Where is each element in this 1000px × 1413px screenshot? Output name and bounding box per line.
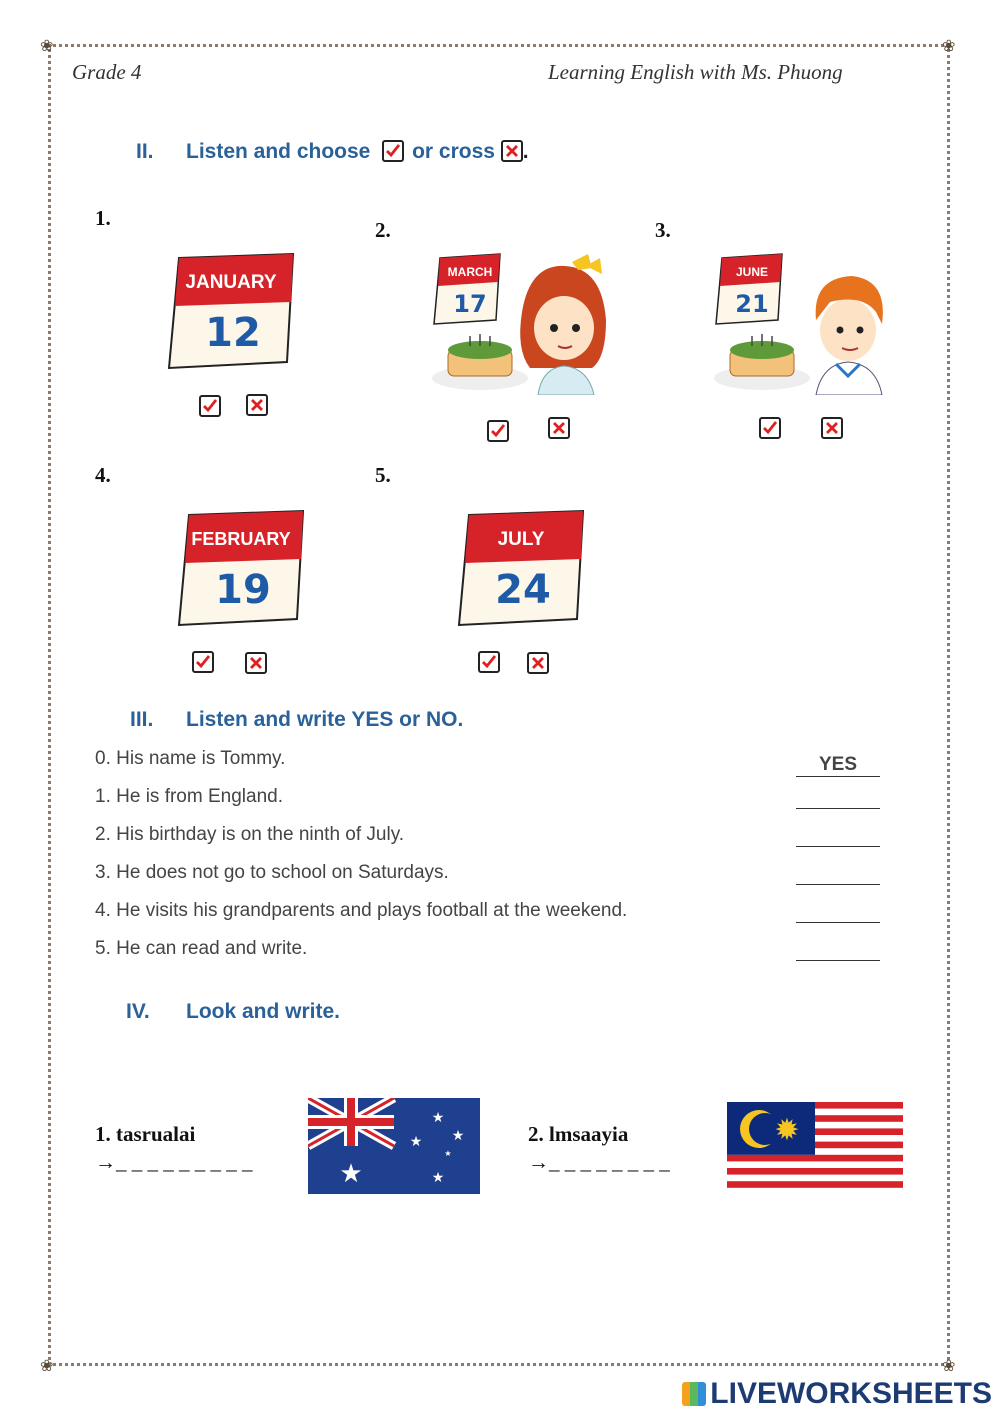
- item-number: 1.: [95, 206, 111, 230]
- calendar-march-17-girl: [430, 250, 610, 395]
- check-example-icon: [382, 140, 404, 162]
- section-title: Look and write.: [186, 1000, 341, 1023]
- liveworksheets-logo: LIVEWORKSHEETS: [682, 1377, 992, 1411]
- australia-flag-icon: [308, 1098, 480, 1194]
- answer-example: YES: [796, 754, 880, 777]
- item-number: 5.: [375, 463, 391, 487]
- calendar-july-24: [455, 507, 585, 629]
- check-box-4[interactable]: [192, 651, 214, 673]
- answer-blank-1[interactable]: →_ _ _ _ _ _ _ _ _: [95, 1150, 253, 1174]
- check-box-5[interactable]: [478, 651, 500, 673]
- svg-text:FEBRUARY: FEBRUARY: [191, 529, 291, 549]
- statement-4: 4. He visits his grandparents and plays football at the weekend.: [95, 900, 628, 921]
- grade-label: Grade 4: [72, 60, 142, 84]
- svg-text:✹: ✹: [774, 1113, 800, 1148]
- liveworksheets-logo-icon: [682, 1382, 706, 1406]
- header-title: Learning English with Ms. Phuong: [548, 60, 843, 84]
- calendar-day: 12: [205, 310, 261, 356]
- cross-box-1[interactable]: [246, 394, 268, 416]
- item-number: 2.: [375, 218, 391, 242]
- answer-field-5[interactable]: [796, 938, 880, 961]
- scrambled-word-1: 1. tasrualai: [95, 1122, 196, 1146]
- cross-example-icon: [501, 140, 523, 162]
- answer-blank-2[interactable]: →_ _ _ _ _ _ _ _: [528, 1150, 670, 1174]
- statement-5: 5. He can read and write.: [95, 938, 308, 959]
- corner-ornament-icon: ❀: [40, 36, 54, 55]
- section-number: IV.: [126, 1000, 150, 1023]
- answer-field-2[interactable]: [796, 824, 880, 847]
- svg-text:JUNE: JUNE: [735, 265, 769, 279]
- calendar-june-21-boy: [712, 250, 892, 395]
- section-4-heading: [126, 1000, 340, 1024]
- svg-text:★: ★: [451, 1128, 465, 1144]
- section-3-heading: [130, 708, 463, 732]
- calendar-month: JANUARY: [185, 272, 277, 293]
- cross-box-2[interactable]: [548, 417, 570, 439]
- svg-text:★: ★: [409, 1134, 423, 1150]
- answer-field-4[interactable]: [796, 900, 880, 923]
- item-number: 3.: [655, 218, 671, 242]
- svg-text:★: ★: [431, 1110, 445, 1126]
- svg-text:★: ★: [431, 1170, 445, 1186]
- corner-ornament-icon: ❀: [942, 1356, 956, 1375]
- svg-text:21: 21: [735, 290, 769, 318]
- malaysia-flag-icon: [727, 1102, 903, 1194]
- item-number: 4.: [95, 463, 111, 487]
- section-2-heading: II. Listen and choose or cross .: [136, 140, 529, 163]
- cross-box-5[interactable]: [527, 652, 549, 674]
- cross-box-3[interactable]: [821, 417, 843, 439]
- section-title-cont: or cross: [412, 140, 495, 163]
- cross-box-4[interactable]: [245, 652, 267, 674]
- corner-ornament-icon: ❀: [40, 1356, 54, 1375]
- check-box-3[interactable]: [759, 417, 781, 439]
- statement-3: 3. He does not go to school on Saturdays.: [95, 862, 449, 883]
- answer-field-3[interactable]: [796, 862, 880, 885]
- check-box-1[interactable]: [199, 395, 221, 417]
- svg-text:★: ★: [444, 1149, 452, 1158]
- svg-text:JULY: JULY: [497, 529, 545, 550]
- svg-text:17: 17: [453, 290, 487, 318]
- statement-1: 1. He is from England.: [95, 786, 283, 807]
- svg-text:MARCH: MARCH: [447, 265, 493, 279]
- corner-ornament-icon: ❀: [942, 36, 956, 55]
- svg-text:★: ★: [339, 1159, 363, 1189]
- section-number: II.: [136, 140, 154, 163]
- statement-0: 0. His name is Tommy.: [95, 748, 286, 769]
- scrambled-word-2: 2. lmsaayia: [528, 1122, 629, 1146]
- svg-text:24: 24: [495, 567, 551, 613]
- section-title: Listen and choose: [186, 140, 371, 163]
- answer-field-1[interactable]: [796, 786, 880, 809]
- section-number: III.: [130, 708, 154, 731]
- calendar-january-12: [165, 250, 295, 372]
- svg-text:19: 19: [215, 567, 271, 613]
- check-box-2[interactable]: [487, 420, 509, 442]
- statement-2: 2. His birthday is on the ninth of July.: [95, 824, 405, 845]
- calendar-february-19: [175, 507, 305, 629]
- section-title: Listen and write YES or NO.: [186, 708, 464, 731]
